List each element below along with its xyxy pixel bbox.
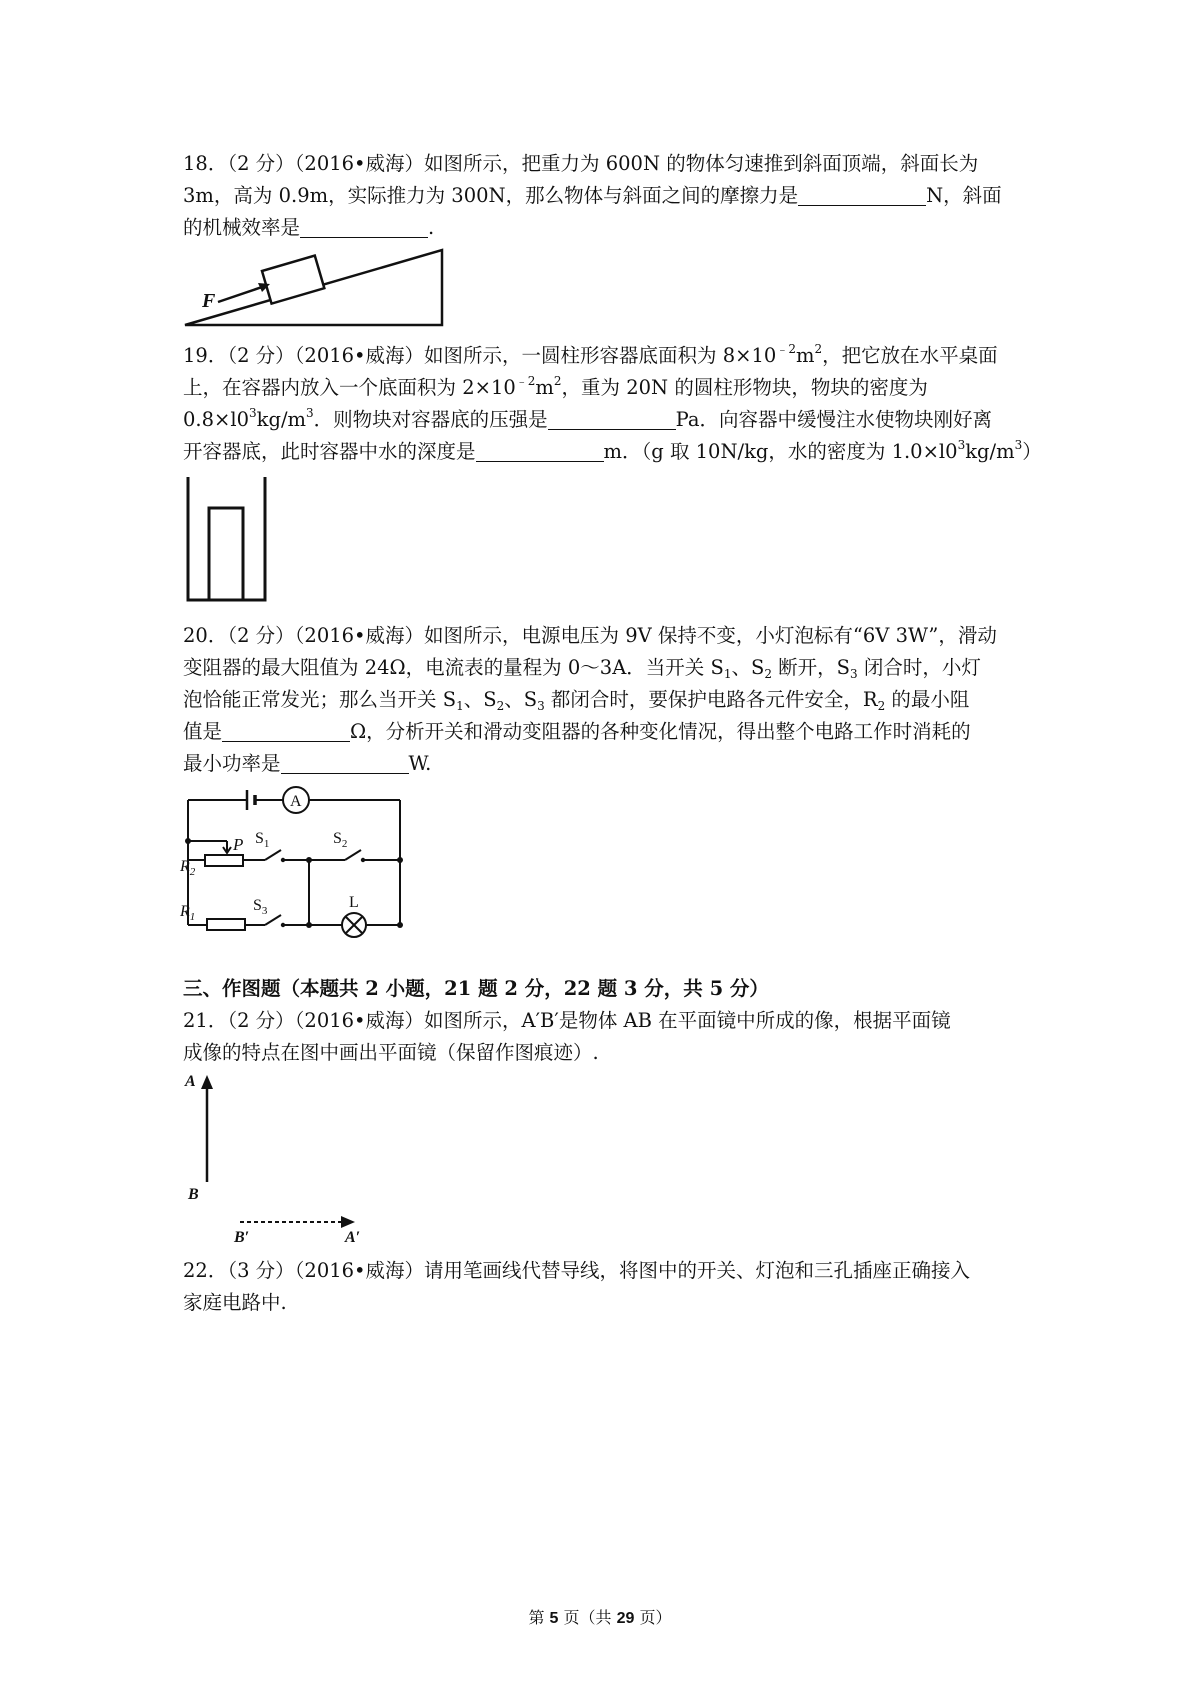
label-A-prime: A′	[345, 1229, 361, 1246]
q20-line-1: 20．（2 分）（2016•威海）如图所示，电源电压为 9V 保持不变，小灯泡标有“6V 3W”，滑动	[183, 624, 997, 647]
circuit-figure	[180, 783, 410, 933]
q22-line-2: 家庭电路中.	[183, 1291, 287, 1314]
answer-blank-r2-min[interactable]	[222, 719, 350, 742]
switch-s2-blade	[345, 850, 361, 860]
q20-line-2: 变阻器的最大阻值为 24Ω，电流表的量程为 0～3A．当开关 $S_1$、$S_2$ 断开，$S_3$ 闭合时，小灯	[183, 656, 981, 681]
q20-line-5: 最小功率是 W.	[183, 752, 432, 775]
block-on-incline	[262, 256, 324, 304]
label-B: B	[188, 1186, 199, 1203]
q19-line-3: $0.8\times l0^3kg/m^3$．则物块对容器底的压强是 Pa．向容器中缓慢注水使物块刚好离	[183, 406, 993, 431]
r2-label: $R_2$	[180, 858, 196, 878]
mirror-figure	[183, 1072, 383, 1246]
resistor-r1	[207, 919, 245, 930]
question-20	[183, 620, 1033, 780]
cylinder-block	[209, 508, 243, 600]
incline-figure	[180, 245, 450, 330]
switch-s2-label: $S_2$	[333, 830, 348, 850]
q18-line-3: 的机械效率是 .	[183, 216, 435, 239]
section-3-title: 三、作图题（本题共 2 小题，21 题 2 分，22 题 3 分，共 5 分）	[183, 977, 769, 1000]
label-B-prime: B′	[234, 1229, 250, 1246]
question-21	[183, 1005, 1033, 1069]
switch-s3-label: $S_3$	[253, 897, 268, 917]
slider-label-P: P	[233, 835, 244, 854]
q20-line-4: 值是 Ω，分析开关和滑动变阻器的各种变化情况，得出整个电路工作时消耗的	[183, 720, 971, 743]
container-figure	[185, 475, 270, 605]
q21-line-2: 成像的特点在图中画出平面镜（保留作图痕迹）.	[183, 1041, 599, 1064]
switch-s1-blade	[265, 850, 281, 860]
object-AB-arrowhead	[201, 1075, 213, 1089]
page-footer: 第 5 页（共 29 页）	[528, 1608, 672, 1627]
container-walls	[188, 477, 265, 600]
question-19	[183, 340, 1042, 468]
total-pages: 29	[616, 1610, 635, 1627]
q19-line-2: 上，在容器内放入一个底面积为 $2\times 10^{﹣2}m^2$，重为 20N 的圆柱形物块，物块的密度为	[183, 374, 928, 399]
q18-line-2: 3m，高为 0.9m，实际推力为 300N，那么物体与斜面之间的摩擦力是 N，斜面	[183, 184, 1002, 207]
q22-line-1: 22．（3 分）（2016•威海）请用笔画线代替导线，将图中的开关、灯泡和三孔插座正确接入	[183, 1259, 971, 1282]
image-BA-arrowhead	[341, 1216, 355, 1228]
answer-blank-pressure[interactable]	[548, 407, 676, 430]
r1-label: $R_1$	[180, 903, 196, 923]
ammeter-label: A	[290, 793, 302, 810]
force-label-F: F	[202, 290, 216, 312]
q19-line-1: 19．（2 分）（2016•威海）如图所示，一圆柱形容器底面积为 $8\times 10^{﹣2}m^2$，把它放在水平桌面	[183, 342, 998, 367]
answer-blank-min-power[interactable]	[281, 751, 409, 774]
lamp-label: L	[349, 894, 359, 911]
q20-line-3: 泡恰能正常发光；那么当开关 $S_1$、$S_2$、$S_3$ 都闭合时，要保护电路各元件安全，$R_2$ 的最小阻	[183, 688, 970, 713]
q19-line-4: 开容器底，此时容器中水的深度是 m．（g 取 10N/kg，水的密度为 $1.0\times l0^3kg/m^3$）	[183, 438, 1042, 463]
answer-blank-efficiency[interactable]	[300, 215, 428, 238]
q21-line-1: 21．（2 分）（2016•威海）如图所示，A′B′是物体 AB 在平面镜中所成的像，根据平面镜	[183, 1009, 951, 1032]
switch-s1-label: $S_1$	[255, 830, 270, 850]
answer-blank-water-depth[interactable]	[476, 439, 604, 462]
answer-blank-friction[interactable]	[798, 183, 926, 206]
page-number: 5	[549, 1610, 559, 1627]
question-22	[183, 1255, 1033, 1319]
rheostat-r2	[205, 855, 243, 866]
question-18	[183, 148, 1033, 244]
q18-line-1: 18．（2 分）（2016•威海）如图所示，把重力为 600N 的物体匀速推到斜面顶端，斜面长为	[183, 152, 979, 175]
label-A: A	[185, 1073, 196, 1090]
force-arrow-line	[218, 286, 265, 302]
